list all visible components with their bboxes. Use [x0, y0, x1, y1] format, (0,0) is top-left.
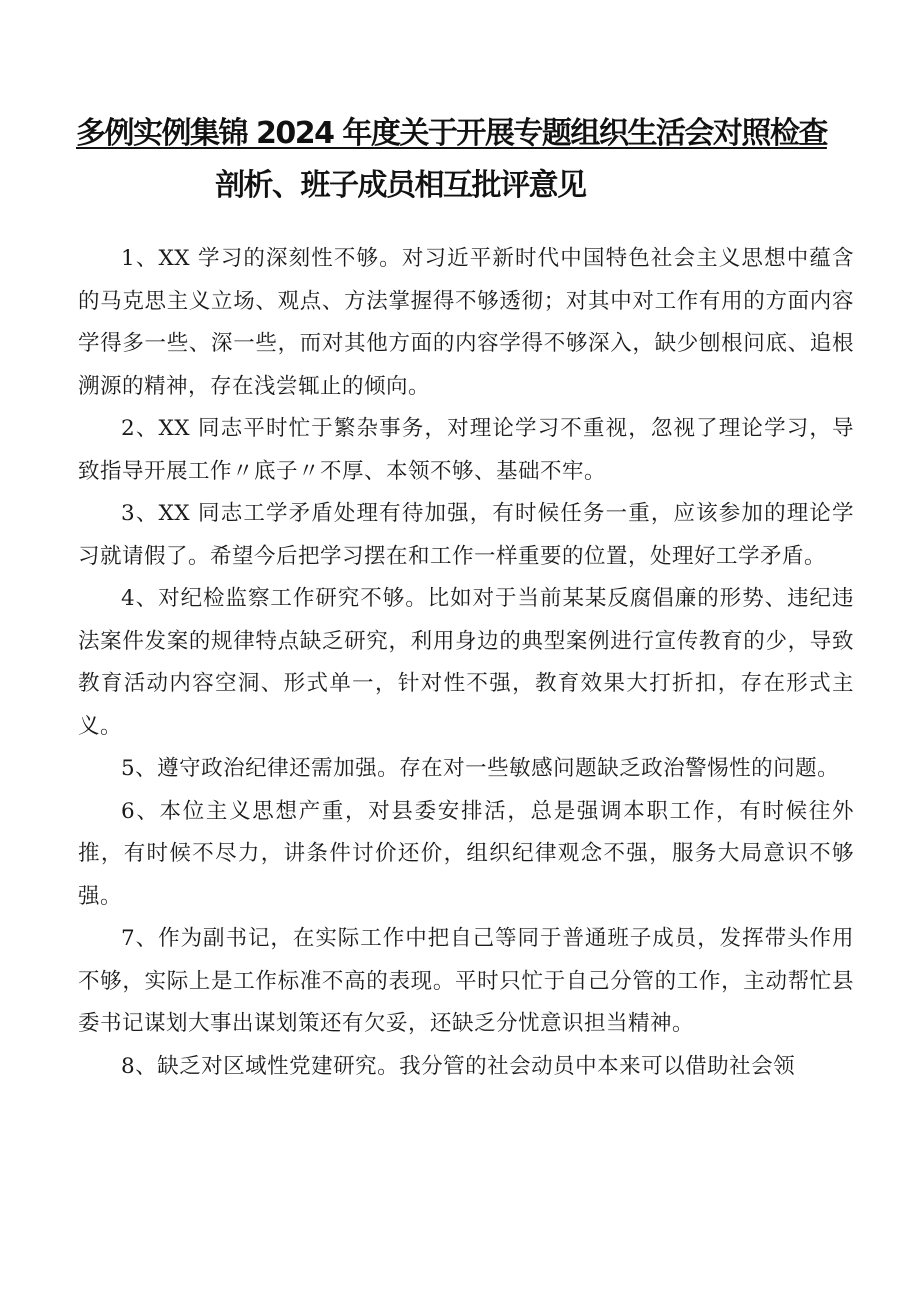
paragraph-1: 1、XX 学习的深刻性不够。对习近平新时代中国特色社会主义思想中蕴含的马克思主义立场、观点、方法掌握得不够透彻；对其中对工作有用的方面内容学得多一些、深一些，而对其他方面的内容学得不够深入，缺少刨根问底、追根溯源的精神，存在浅尝辄止的倾向。 [78, 246, 854, 399]
paragraph-6: 6、本位主义思想产重，对县委安排活，总是强调本职工作，有时候往外推，有时候不尽力，讲条件讨价还价，组织纪律观念不强，服务大局意识不够强。 [78, 798, 854, 909]
document-title [60, 108, 860, 212]
paragraph-5: 5、遵守政治纪律还需加强。存在对一些敏感问题缺乏政治警惕性的问题。 [121, 756, 840, 781]
paragraph-3: 3、XX 同志工学矛盾处理有待加强，有时候任务一重，应该参加的理论学习就请假了。希望今后把学习摆在和工作一样重要的位置，处理好工学矛盾。 [78, 501, 854, 569]
paragraph-2: 2、XX 同志平时忙于繁杂事务，对理论学习不重视，忽视了理论学习，导致指导开展工作〃底子〃不厚、本领不够、基础不牢。 [78, 416, 854, 484]
paragraph-8: 8、缺乏对区域性党建研究。我分管的社会动员中本来可以借助社会领 [121, 1053, 796, 1079]
document-body [78, 238, 854, 1088]
title-line-1: 多例实例集锦 2024 年度关于开展专题组织生活会对照检查 [76, 116, 827, 151]
title-line-2: 剖析、班子成员相互批评意见 [215, 168, 586, 203]
paragraph-7: 7、作为副书记，在实际工作中把自己等同于普通班子成员，发挥带头作用不够，实际上是工作标准不高的表现。平时只忙于自己分管的工作，主动帮忙县委书记谋划大事出谋划策还有欠妥，还缺乏分忧意识担当精神。 [78, 926, 854, 1036]
paragraph-4: 4、对纪检监察工作研究不够。比如对于当前某某反腐倡廉的形势、违纪违法案件发案的规律特点缺乏研究，利用身边的典型案例进行宣传教育的少，导致教育活动内容空洞、形式单一，针对性不强，教育效果大打折扣，存在形式主义。 [78, 586, 854, 739]
